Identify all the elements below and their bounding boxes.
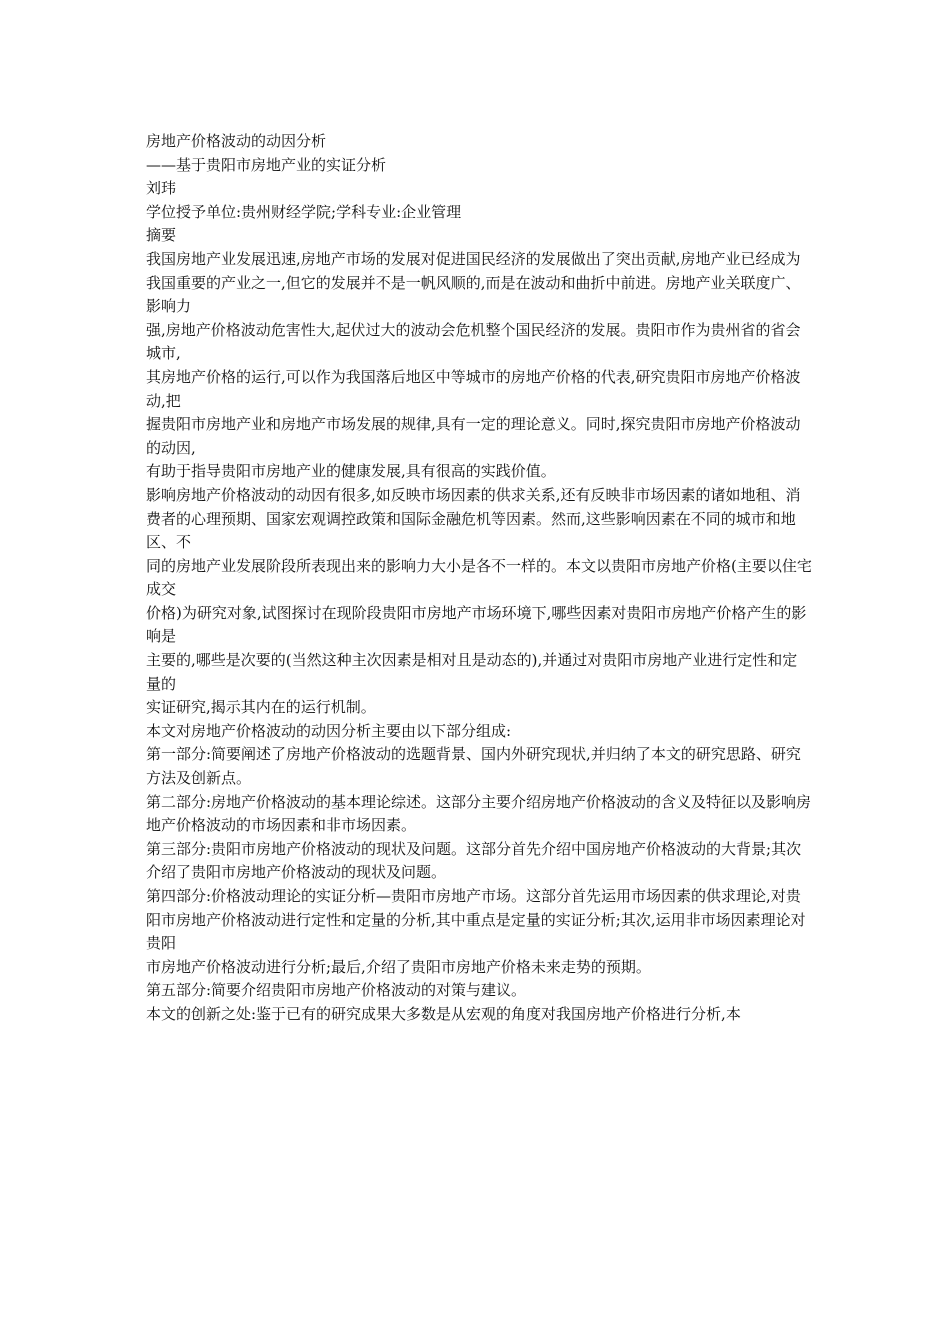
abstract-line: 方法及创新点。 (146, 769, 252, 788)
abstract-line: 阳市房地产价格波动进行定性和定量的分析,其中重点是定量的实证分析;其次,运用非市场因素理论对贵阳 (146, 910, 806, 953)
document-title: 房地产价格波动的动因分析 (146, 132, 327, 150)
abstract-line: 其房地产价格的运行,可以作为我国落后地区中等城市的房地产价格的代表,研究贵阳市房地产价格波动,把 (146, 367, 801, 410)
abstract-line: 主要的,哪些是次要的(当然这种主次因素是相对且是动态的),并通过对贵阳市房地产业进行定性和定量的 (146, 651, 798, 693)
abstract-line: 第二部分:房地产价格波动的基本理论综述。这部分主要介绍房地产价格波动的含义及特征以及影响房 (146, 792, 812, 811)
abstract-line: 握贵阳市房地产业和房地产市场发展的规律,具有一定的理论意义。同时,探究贵阳市房地产价格波动的动因, (146, 415, 801, 457)
abstract-line: 价格)为研究对象,试图探讨在现阶段贵阳市房地产市场环境下,哪些因素对贵阳市房地产价格产生的影响是 (146, 603, 807, 646)
abstract-line: 本文的创新之处:鉴于已有的研究成果大多数是从宏观的角度对我国房地产价格进行分析,本 (146, 1004, 741, 1023)
abstract-line: 第三部分:贵阳市房地产价格波动的现状及问题。这部分首先介绍中国房地产价格波动的大背景;其次 (146, 839, 802, 858)
abstract-line: 有助于指导贵阳市房地产业的健康发展,具有很高的实践价值。 (146, 462, 556, 481)
abstract-line: 实证研究,揭示其内在的运行机制。 (146, 698, 376, 717)
abstract-line: 第四部分:价格波动理论的实证分析—贵阳市房地产市场。这部分首先运用市场因素的供求理论,对贵 (146, 887, 801, 905)
document-subtitle: ——基于贵阳市房地产业的实证分析 (146, 155, 387, 174)
abstract-line: 第五部分:简要介绍贵阳市房地产价格波动的对策与建议。 (146, 981, 527, 1000)
abstract-line: 强,房地产价格波动危害性大,起伏过大的波动会危机整个国民经济的发展。贵阳市作为贵州省的省会城市, (146, 320, 801, 363)
abstract-line: 介绍了贵阳市房地产价格波动的现状及问题。 (146, 863, 447, 882)
abstract-line: 同的房地产业发展阶段所表现出来的影响力大小是各不一样的。本文以贵阳市房地产价格(主要以住宅成交 (146, 556, 812, 599)
abstract-heading: 摘要 (146, 226, 177, 245)
abstract-line: 第一部分:简要阐述了房地产价格波动的选题背景、国内外研究现状,并归纳了本文的研究思路、研究 (146, 745, 801, 764)
abstract-line: 本文对房地产价格波动的动因分析主要由以下部分组成: (146, 721, 512, 740)
document-body (146, 130, 812, 1027)
abstract-line: 市房地产价格波动进行分析;最后,介绍了贵阳市房地产价格未来走势的预期。 (146, 957, 651, 976)
degree-info: 学位授予单位:贵州财经学院;学科专业:企业管理 (146, 202, 462, 221)
abstract-line: 影响房地产价格波动的动因有很多,如反映市场因素的供求关系,还有反映非市场因素的诸如地租、消 (146, 485, 801, 504)
abstract-line: 地产价格波动的市场因素和非市场因素。 (146, 816, 417, 835)
author-name: 刘玮 (146, 179, 177, 198)
abstract-line: 费者的心理预期、国家宏观调控政策和国际金融危机等因素。然而,这些影响因素在不同的城市和地区、不 (146, 509, 796, 552)
abstract-line: 我国房地产业发展迅速,房地产市场的发展对促进国民经济的发展做出了突出贡献,房地产业已经成为 (146, 249, 801, 268)
abstract-line: 我国重要的产业之一,但它的发展并不是一帆风顺的,而是在波动和曲折中前进。房地产业关联度广、影响力 (146, 273, 801, 316)
